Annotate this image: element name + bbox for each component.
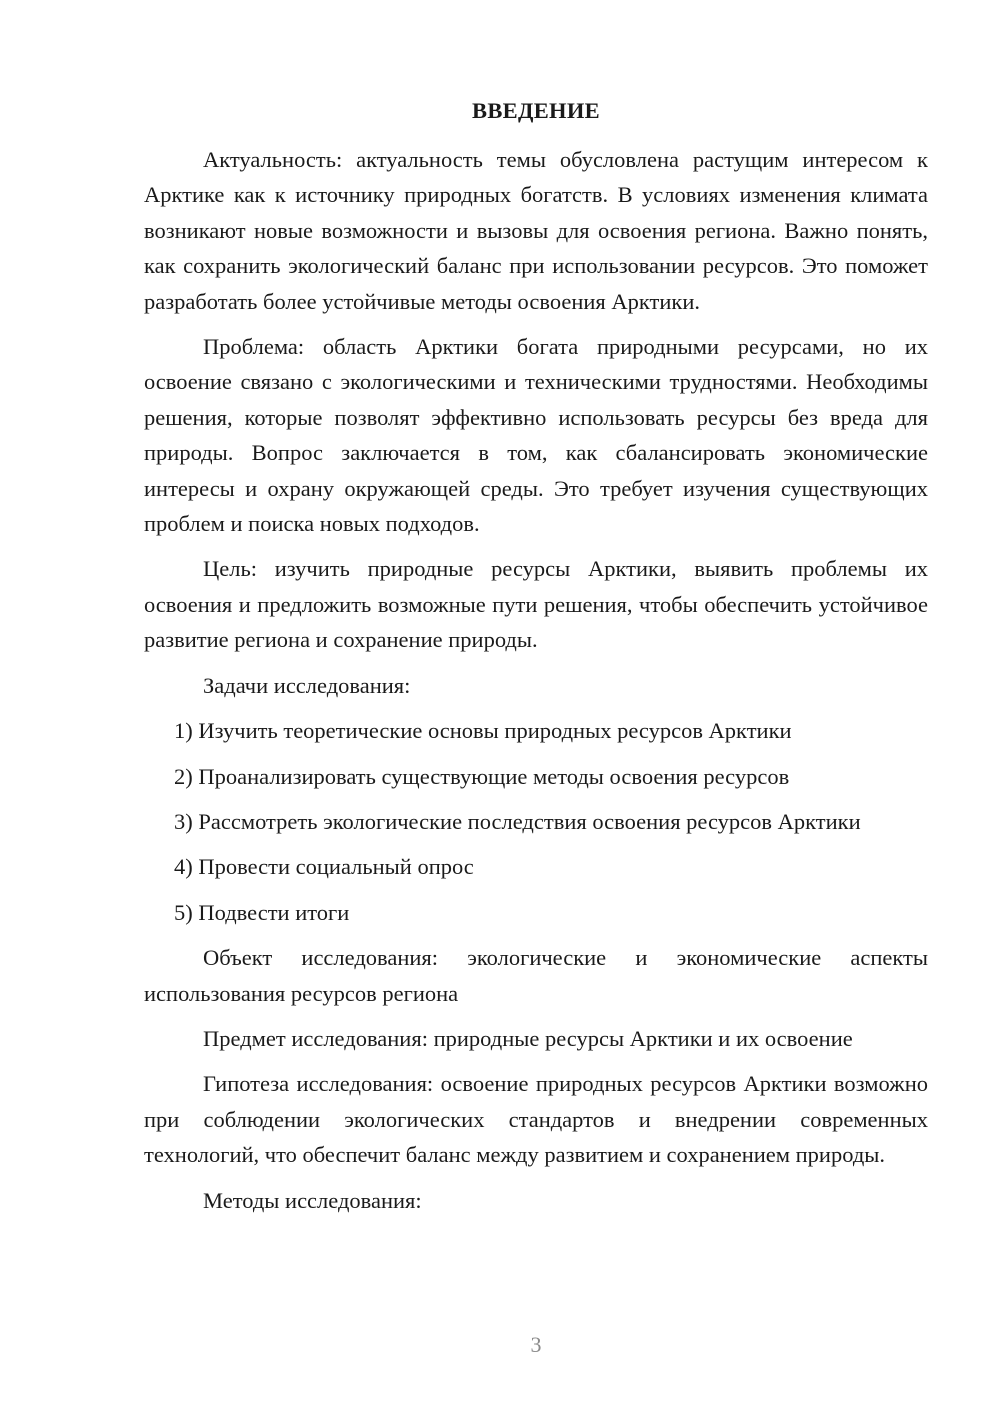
paragraph-problem: Проблема: область Арктики богата природными ресурсами, но их освоение связано с экологическими и техническими трудностями. Необходимы решения, которые позволят эффективно использовать ресурсы без вреда для природы. Вопрос заключается в том, как сбалансировать экономические интересы и охрану окружающей среды. Это требует изучения существующих проблем и поиска новых подходов. <box>144 334 928 537</box>
section-title: ВВЕДЕНИЕ <box>472 98 600 123</box>
paragraph-subject: Предмет исследования: природные ресурсы Арктики и их освоение <box>203 1025 853 1051</box>
paragraph-object: Объект исследования: экологические и экономические аспекты использования ресурсов региона <box>144 945 928 1006</box>
task-item: 3) Рассмотреть экологические последствия освоения ресурсов Арктики <box>174 808 861 834</box>
methods-heading: Методы исследования: <box>203 1187 422 1213</box>
page-number: 3 <box>530 1332 542 1357</box>
task-item: 4) Провести социальный опрос <box>174 854 474 880</box>
task-item: 1) Изучить теоретические основы природных ресурсов Арктики <box>174 718 792 744</box>
task-item: 5) Подвести итоги <box>174 899 350 925</box>
paragraph-relevance: Актуальность: актуальность темы обусловлена растущим интересом к Арктике как к источнику природных богатств. В условиях изменения климата возникают новые возможности и вызовы для освоения региона. Важно понять, как сохранить экологический баланс при использовании ресурсов. Это поможет разработать более устойчивые методы освоения Арктики. <box>144 147 928 314</box>
paragraph-goal: Цель: изучить природные ресурсы Арктики, выявить проблемы их освоения и предложить возможные пути решения, чтобы обеспечить устойчивое развитие региона и сохранение природы. <box>144 556 928 653</box>
page-content <box>144 96 928 1228</box>
paragraph-hypothesis: Гипотеза исследования: освоение природных ресурсов Арктики возможно при соблюдении экологических стандартов и внедрении современных технологий, что обеспечит баланс между развитием и сохранением природы. <box>144 1071 928 1168</box>
tasks-heading: Задачи исследования: <box>203 672 411 698</box>
task-item: 2) Проанализировать существующие методы освоения ресурсов <box>174 763 790 789</box>
